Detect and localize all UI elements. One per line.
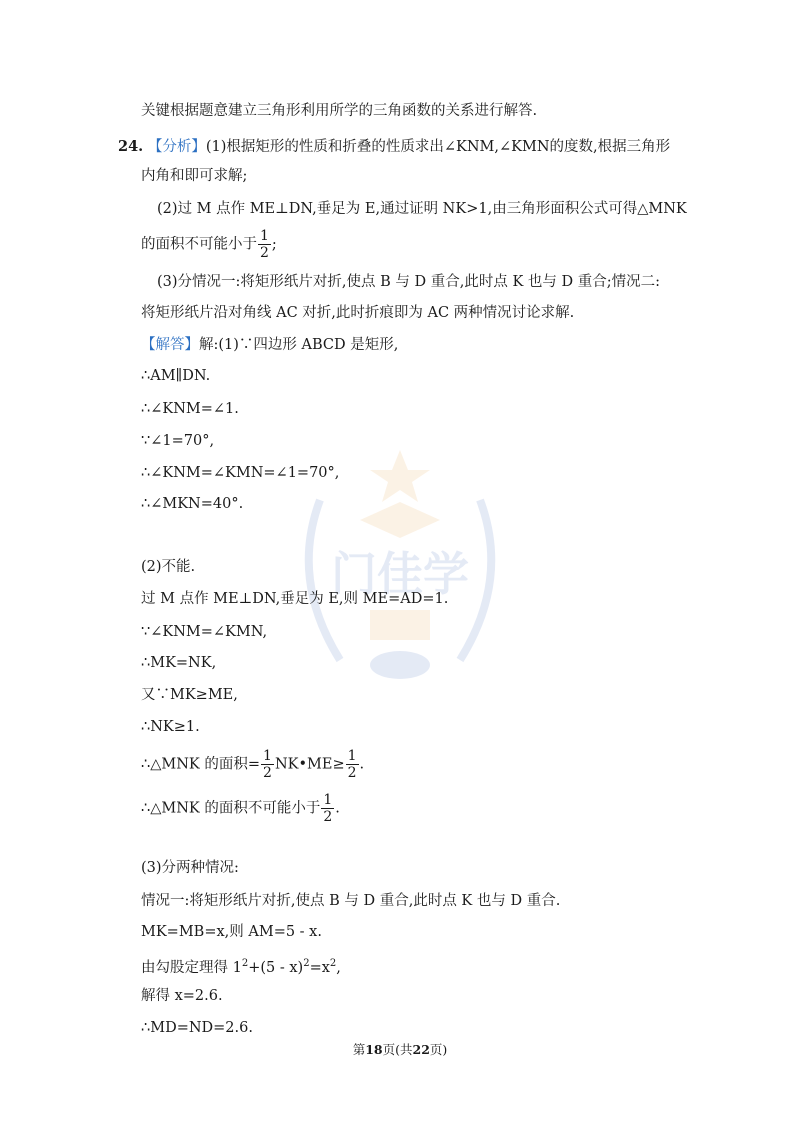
page-footer: 第18页(共22页): [352, 1042, 448, 1057]
text-line: (2)不能.: [141, 559, 196, 575]
text-line: 又∵MK≥ME,: [141, 687, 238, 703]
text-line: 内角和即可求解;: [141, 168, 248, 184]
text-line: ∵∠KNM=∠KMN,: [141, 624, 268, 640]
text-line: ∴AM∥DN.: [141, 368, 211, 384]
text-line: (3)分情况一:将矩形纸片对折,使点 B 与 D 重合,此时点 K 也与 D 重合;情况二:: [157, 274, 661, 290]
fraction-half: $\frac{1}{2}$: [260, 228, 269, 261]
text-line: ∴NK≥1.: [141, 719, 200, 735]
text-line: ∴MD=ND=2.6.: [141, 1020, 253, 1036]
text-line: 将矩形纸片沿对角线 AC 对折,此时折痕即为 AC 两种情况讨论求解.: [141, 305, 575, 321]
text-line: ∴MK=NK,: [141, 655, 217, 671]
fraction-half: $\frac{1}{2}$: [347, 748, 357, 781]
text-line: 的面积不可能小于 $\frac{1}{2}$ ;: [141, 228, 277, 261]
fraction-half: $\frac{1}{2}$: [323, 792, 333, 825]
text-line: MK=MB=x,则 AM=5 - x.: [141, 924, 322, 940]
text-line: ∴∠KNM=∠1.: [141, 401, 239, 417]
text-line: ∴△MNK 的面积不可能小于 $\frac{1}{2}$ .: [141, 792, 340, 825]
text-line: ∴∠KNM=∠KMN=∠1=70°,: [141, 465, 340, 481]
watermark-text: 门佳学: [331, 547, 469, 601]
analysis-tag: 【分析】: [147, 139, 206, 155]
text-line: 解得 x=2.6.: [141, 988, 223, 1004]
text-line: 关键根据题意建立三角形利用所学的三角函数的关系进行解答.: [141, 103, 538, 119]
question-number: 24.: [118, 138, 144, 155]
text-line: ∴△MNK 的面积= $\frac{1}{2}$ NK•ME≥ $\frac{1}{2}$ .: [141, 748, 365, 781]
text-line: ∴∠MKN=40°.: [141, 496, 244, 512]
text-line: 情况一:将矩形纸片对折,使点 B 与 D 重合,此时点 K 也与 D 重合.: [141, 893, 561, 909]
text-line: 过 M 点作 ME⊥DN,垂足为 E,则 ME=AD=1.: [141, 591, 449, 607]
text-line: (2)过 M 点作 ME⊥DN,垂足为 E,通过证明 NK>1,由三角形面积公式可得△MNK: [157, 201, 687, 217]
text-line: ∵∠1=70°,: [141, 433, 215, 449]
answer-line: 【解答】解:(1)∵四边形 ABCD 是矩形,: [141, 337, 399, 353]
text-line: (3)分两种情况:: [141, 860, 239, 876]
answer-tag: 【解答】: [141, 337, 199, 353]
fraction-half: $\frac{1}{2}$: [263, 748, 272, 781]
analysis-line: 24. 【分析】(1)根据矩形的性质和折叠的性质求出∠KNM,∠KMN的度数,根据三角形: [118, 138, 671, 155]
text-line: 由勾股定理得 $1^2+(5 - x)^2=x^2$,: [141, 958, 341, 976]
